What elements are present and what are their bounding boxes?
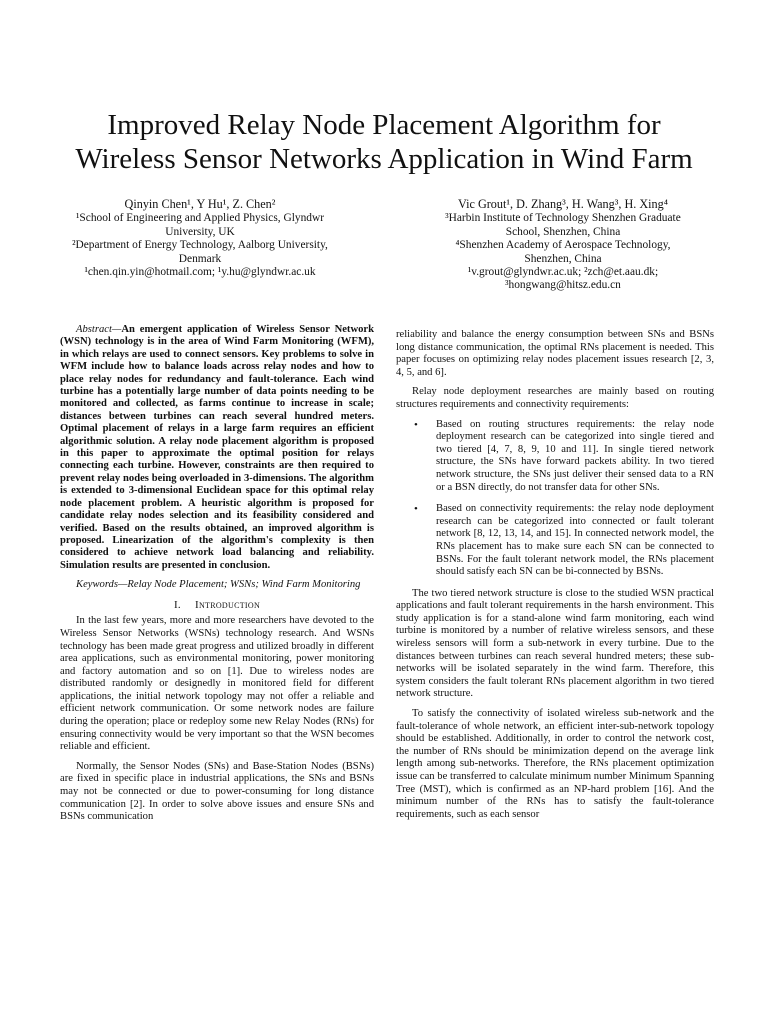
- intro-paragraph-2: Normally, the Sensor Nodes (SNs) and Base-Station Nodes (BSNs) are fixed in specific place in industrial applications, the SNs and BSNs may not be connected or due to power-consuming for long distance communication [2]. In order to solve above issues and ensure SNs and BSNs communication: [60, 760, 374, 823]
- author-names-right: Vic Grout¹, D. Zhang³, H. Wang³, H. Xing⁴: [458, 197, 668, 211]
- affiliation-2-line-2: Denmark: [178, 252, 222, 265]
- affiliation-3-line-2: School, Shenzhen, China: [505, 225, 621, 238]
- paper-title: [20, 108, 748, 176]
- affiliation-4-line-2: Shenzhen, China: [524, 252, 602, 265]
- author-email-left: ¹chen.qin.yin@hotmail.com; ¹y.hu@glyndwr.ac.uk: [84, 266, 316, 279]
- section-title: Introduction: [194, 598, 261, 611]
- right-column: [396, 329, 714, 828]
- keywords: Keywords—Relay Node Placement; WSNs; Wind Farm Monitoring: [76, 579, 361, 591]
- author-names-left: Qinyin Chen¹, Y Hu¹, Z. Chen²: [124, 197, 276, 211]
- two-tiered-paragraph: The two tiered network structure is close to the studied WSN practical applications and fault tolerant requirements in the harsh environment. This study application is for a stand-alone wind farm monitoring, each wind turbine is monitored by a number of relative wireless sensors, and these wireless sensors will form a sub-network in every turbine. Due to the distances between turbines can reach several hundred meters; these sub-networks will be isolated separately in the wind farm. Therefore, this system considers the fault tolerant RNs placement algorithm in two tiered network structure.: [396, 587, 714, 700]
- left-column: [60, 324, 374, 831]
- affiliation-1-line-2: University, UK: [165, 225, 235, 238]
- section-number: I.: [173, 598, 181, 611]
- requirements-list: [396, 419, 714, 579]
- list-item: [414, 503, 714, 579]
- abstract: [60, 324, 374, 572]
- section-heading-introduction: [60, 599, 374, 612]
- bullet-icon: •: [414, 503, 418, 516]
- continued-paragraph: reliability and balance the energy consumption between SNs and BSNs long distance communication, the optimal RNs placement is needed. This paper focuses on optimizing relay nodes placement issues research [2, 3, 4, 5, and 6].: [396, 329, 714, 378]
- list-item-text: Based on routing structures requirements: the relay node deployment research can be categorized into single tiered and two tiered [4, 7, 8, 9, 10 and 11]. In single tiered network structure, the SNs have forward packets ability. In two tiered network structure, the SNs just deliver their sensed data to a RN or a BSN directly, do not transfer data for other SNs.: [436, 418, 714, 493]
- list-item: [414, 418, 714, 495]
- author-email-right-1: ¹v.grout@glyndwr.ac.uk; ²zch@et.aau.dk;: [467, 266, 659, 279]
- author-block-right: [398, 198, 728, 293]
- title-line-2: Wireless Sensor Networks Application in Wind Farm: [75, 143, 693, 175]
- abstract-text: An emergent application of Wireless Sensor Network (WSN) technology is in the area of Wind Farm Monitoring (WFM), in which relays are used to connect sensors. Key problems to solve in WFM include how to balance loads across relay nodes and how to place relay nodes for redundancy and fault-tolerance. Each wind turbine has a potentially large number of data points needing to be monitored and collected, as farms continue to increase in scale; distances between turbines can reach several hundred meters. Optimal placement of relays in a large farm requires an efficient algorithmic solution. A relay node placement algorithm is proposed in this paper to approximate the optimal position for relays connecting each turbine. However, constraints are then required to prevent relay nodes being overloaded in 3-dimensions. The algorithm is extended to 3-dimensional Euclidean space for this optimal relay node placement problem. A heuristic algorithm is proposed for candidate relay nodes selection and its feasibility considered and verified. Based on the results obtained, an improved algorithm is proposed. Linearization of the algorithm's complexity is then considered to achieve network load balancing and reliability. Simulation results are presented in conclusion.: [60, 324, 374, 571]
- abstract-lead: Abstract—: [76, 324, 122, 335]
- deployment-paragraph: Relay node deployment researches are mainly based on routing structures requirements and connectivity requirements:: [396, 386, 714, 410]
- affiliation-1-line-1: ¹School of Engineering and Applied Physics, Glyndwr: [76, 212, 324, 225]
- title-line-1: Improved Relay Node Placement Algorithm for: [107, 109, 661, 141]
- list-item-text: Based on connectivity requirements: the relay node deployment research can be categorized into connected or fault tolerant network [8, 12, 13, 14, and 15]. In connected network model, the RNs placement has to make sure each SN can be connected to BSNs. For the fault tolerant network model, the RNs placement should satisfy each SN can be bi-connected by BSNs.: [436, 503, 714, 578]
- author-email-right-2: ³hongwang@hitsz.edu.cn: [505, 279, 621, 292]
- bullet-icon: •: [414, 418, 418, 431]
- affiliation-2-line-1: ²Department of Energy Technology, Aalborg University,: [72, 239, 328, 252]
- author-block-left: [40, 198, 360, 279]
- affiliation-3-line-1: ³Harbin Institute of Technology Shenzhen Graduate: [445, 212, 681, 225]
- intro-paragraph-1: In the last few years, more and more researchers have devoted to the Wireless Sensor Networks (WSNs) technology research. And WSNs technology has been made great progress and utilized broadly in different area applications, such as environmental monitoring, power monitoring and factory automation and so on [1]. Due to wireless nodes are distributed randomly or designedly in monitored field for different applications, the initial network topology may not offer a reliable and efficient network communication. Or some network nodes are failure during the operation; place or redeploy some new Relay Nodes (RNs) for ensuring connectivity would be very important so that the WSN becomes reliable and efficient.: [60, 615, 374, 753]
- connectivity-paragraph: To satisfy the connectivity of isolated wireless sub-network and the fault-tolerance of whole network, an efficient inter-sub-network topology should be established. Additionally, in order to control the network cost, the number of RNs should be minimization depend on the average link length among sub-networks. Therefore, the RNs placement optimization issue can be transferred to calculate minimum number Minimum Spanning Tree (MST), which is confirmed as an NP-hard problem [16]. And the minimum number of the RNs has to satisfy the fault-tolerance requirements, such as each sensor: [396, 708, 714, 820]
- affiliation-4-line-1: ⁴Shenzhen Academy of Aerospace Technology,: [455, 239, 671, 252]
